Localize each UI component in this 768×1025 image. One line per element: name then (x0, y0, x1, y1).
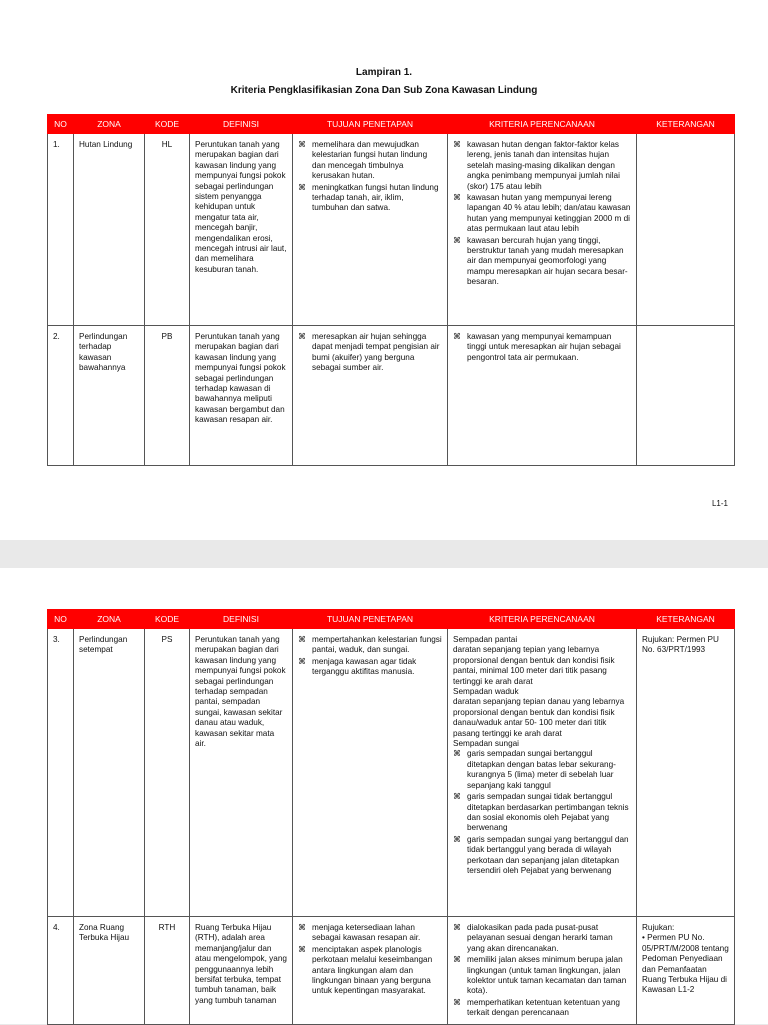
document-page-2 (0, 568, 768, 1024)
header-keterangan: KETERANGAN (637, 115, 735, 134)
criteria-table-1 (47, 114, 735, 466)
zona-code: HL (145, 134, 190, 326)
criteria-cell (448, 917, 637, 1025)
header-no: NO (48, 610, 74, 629)
row-number: 2. (48, 326, 74, 466)
purpose-cell (293, 629, 448, 917)
row-number: 1. (48, 134, 74, 326)
criteria-heading: Sempadan pantai (453, 635, 518, 644)
header-kode: KODE (145, 115, 190, 134)
page-number: L1-1 (711, 499, 728, 508)
purpose-cell (293, 326, 448, 466)
row-number: 3. (48, 629, 74, 917)
definition-text: Ruang Terbuka Hijau (RTH), adalah area memanjang/jalur dan atau mengelompok, yang penggunaannya lebih bersifat terbuka, tempat tumbuh tanaman, baik yang tumbuh tanaman (190, 917, 293, 1025)
table-row (48, 326, 735, 466)
criteria-heading: Sempadan sungai (453, 739, 520, 749)
list-item: ⌘ menjaga kawasan agar tidak terganggu aktifitas manusia. (298, 657, 442, 678)
list-item: ⌘ menjaga ketersediaan lahan sebagai kawasan resapan air. (298, 923, 442, 944)
appendix-title: Lampiran 1. (355, 67, 413, 78)
zona-name: Perlindungan terhadap kawasan bawahannya (74, 326, 145, 466)
criteria-text: daratan sepanjang tepian danau yang lebarnya proporsional dengan bentuk dan kondisi fisik danau/waduk antar 50- 100 meter dari titik pasang tertinggi ke arah darat (453, 697, 625, 738)
list-item: ⌘ dialokasikan pada pada pusat-pusat pelayanan sesuai dengan herarki taman yang akan direncanakan. (453, 923, 631, 954)
criteria-cell (448, 629, 637, 917)
list-item: ⌘ garis sempadan sungai tidak bertanggul ditetapkan berdasarkan pertimbangan teknis dan sosial ekonomis oleh Pejabat yang berwenang (453, 792, 631, 834)
list-item: ⌘ memiliki jalan akses minimum berupa jalan lingkungan (untuk taman lingkungan, jalan kolektor untuk taman kecamatan dan taman kota). (453, 955, 631, 997)
table-row (48, 917, 735, 1025)
zona-name: Hutan Lindung (74, 134, 145, 326)
table-row (48, 134, 735, 326)
purpose-cell (293, 134, 448, 326)
zona-code: RTH (145, 917, 190, 1025)
document-subtitle: Kriteria Pengklasifikasian Zona Dan Sub Zona Kawasan Lindung (230, 85, 538, 96)
note-cell: Rujukan: • Permen PU No. 05/PRT/M/2008 tentang Pedoman Penyediaan dan Pemanfaatan Ruang Terbuka Hijau di Kawasan L1-2 (637, 917, 735, 1025)
list-item: ⌘ memelihara dan mewujudkan kelestarian fungsi hutan lindung dan mencegah timbulnya kerusakan hutan. (298, 140, 442, 182)
purpose-cell (293, 917, 448, 1025)
criteria-text: daratan sepanjang tepian yang lebarnya proporsional dengan bentuk dan kondisi fisik pantai, minimal 100 meter dari titik pasang tertinggi ke arah darat (453, 645, 615, 686)
zona-code: PS (145, 629, 190, 917)
definition-text: Peruntukan tanah yang merupakan bagian dari kawasan lindung yang mempunyai fungsi pokok sebagai perlindungan terhadap kawasan di bawahannya meliputi kawasan bergambut dan kawasan resapan air. (190, 326, 293, 466)
criteria-table-2 (47, 609, 735, 1025)
definition-text: Peruntukan tanah yang merupakan bagian dari kawasan lindung yang mempunyai fungsi pokok sebagai perlindungan sistem penyangga kehidupan untuk mengatur tata air, mencegah banjir, mengendalikan erosi, mencegah intrusi air laut, dan memelihara kesuburan tanah. (190, 134, 293, 326)
list-item: ⌘ garis sempadan sungai bertanggul ditetapkan dengan batas lebar sekurang-kurangnya 5 (lima) meter di sebelah luar sepanjang kaki tanggul (453, 749, 631, 791)
zona-name: Perlindungan setempat (74, 629, 145, 917)
header-kriteria: KRITERIA PERENCANAAN (448, 610, 637, 629)
header-keterangan: KETERANGAN (637, 610, 735, 629)
header-definisi: DEFINISI (190, 115, 293, 134)
table-header-row (48, 610, 735, 629)
list-item: ⌘ memperhatikan ketentuan ketentuan yang terkait dengan perencanaan (453, 998, 631, 1019)
header-tujuan: TUJUAN PENETAPAN (293, 610, 448, 629)
zona-code: PB (145, 326, 190, 466)
zona-name: Zona Ruang Terbuka Hijau (74, 917, 145, 1025)
list-item: ⌘ meningkatkan fungsi hutan lindung terhadap tanah, air, iklim, tumbuhan dan satwa. (298, 183, 442, 214)
note-cell (637, 134, 735, 326)
note-cell (637, 326, 735, 466)
note-cell: Rujukan: Permen PU No. 63/PRT/1993 (637, 629, 735, 917)
header-tujuan: TUJUAN PENETAPAN (293, 115, 448, 134)
header-zona: ZONA (74, 115, 145, 134)
list-item: ⌘ kawasan bercurah hujan yang tinggi, berstruktur tanah yang mudah meresapkan air dan mempunyai geomorfologi yang mampu meresapkan air hujan secara besar-besaran. (453, 236, 631, 288)
header-kode: KODE (145, 610, 190, 629)
list-item: ⌘ menciptakan aspek planologis perkotaan melalui keseimbangan antara lingkungan alam dan lingkungan binaan yang berguna untuk kepentingan masyarakat. (298, 945, 442, 997)
table-header-row (48, 115, 735, 134)
definition-text: Peruntukan tanah yang merupakan bagian dari kawasan lindung yang mempunyai fungsi pokok sebagai perlindungan terhadap sempadan pantai, sempadan sungai, kawasan sekitar danau atau waduk, kawasan sekitar mata air. (190, 629, 293, 917)
criteria-cell (448, 326, 637, 466)
list-item: ⌘ mempertahankan kelestarian fungsi pantai, waduk, dan sungai. (298, 635, 442, 656)
criteria-cell (448, 134, 637, 326)
table-row (48, 629, 735, 917)
header-kriteria: KRITERIA PERENCANAAN (448, 115, 637, 134)
list-item: ⌘ kawasan hutan yang mempunyai lereng lapangan 40 % atau lebih; dan/atau kawasan hutan yang mempunyai ketinggian 2000 m di atas permukaan laut atau lebih (453, 193, 631, 235)
criteria-heading: Sempadan waduk (453, 687, 519, 697)
header-definisi: DEFINISI (190, 610, 293, 629)
list-item: ⌘ kawasan yang mempunyai kemampuan tinggi untuk meresapkan air hujan sebagai pengontrol tata air permukaan. (453, 332, 631, 363)
row-number: 4. (48, 917, 74, 1025)
list-item: ⌘ kawasan hutan dengan faktor-faktor kelas lereng, jenis tanah dan intensitas hujan setelah masing-masing dikalikan dengan angka penimbang mempunyai jumlah nilai (skor) 175 atau lebih (453, 140, 631, 192)
header-zona: ZONA (74, 610, 145, 629)
list-item: ⌘ meresapkan air hujan sehingga dapat menjadi tempat pengisian air bumi (akuifer) yang berguna sebagai sumber air. (298, 332, 442, 374)
list-item: ⌘ garis sempadan sungai yang bertanggul dan tidak bertanggul yang berada di wilayah perkotaan dan sepanjang jalan ditetapkan tersendiri oleh Pejabat yang berwenang (453, 835, 631, 877)
header-no: NO (48, 115, 74, 134)
